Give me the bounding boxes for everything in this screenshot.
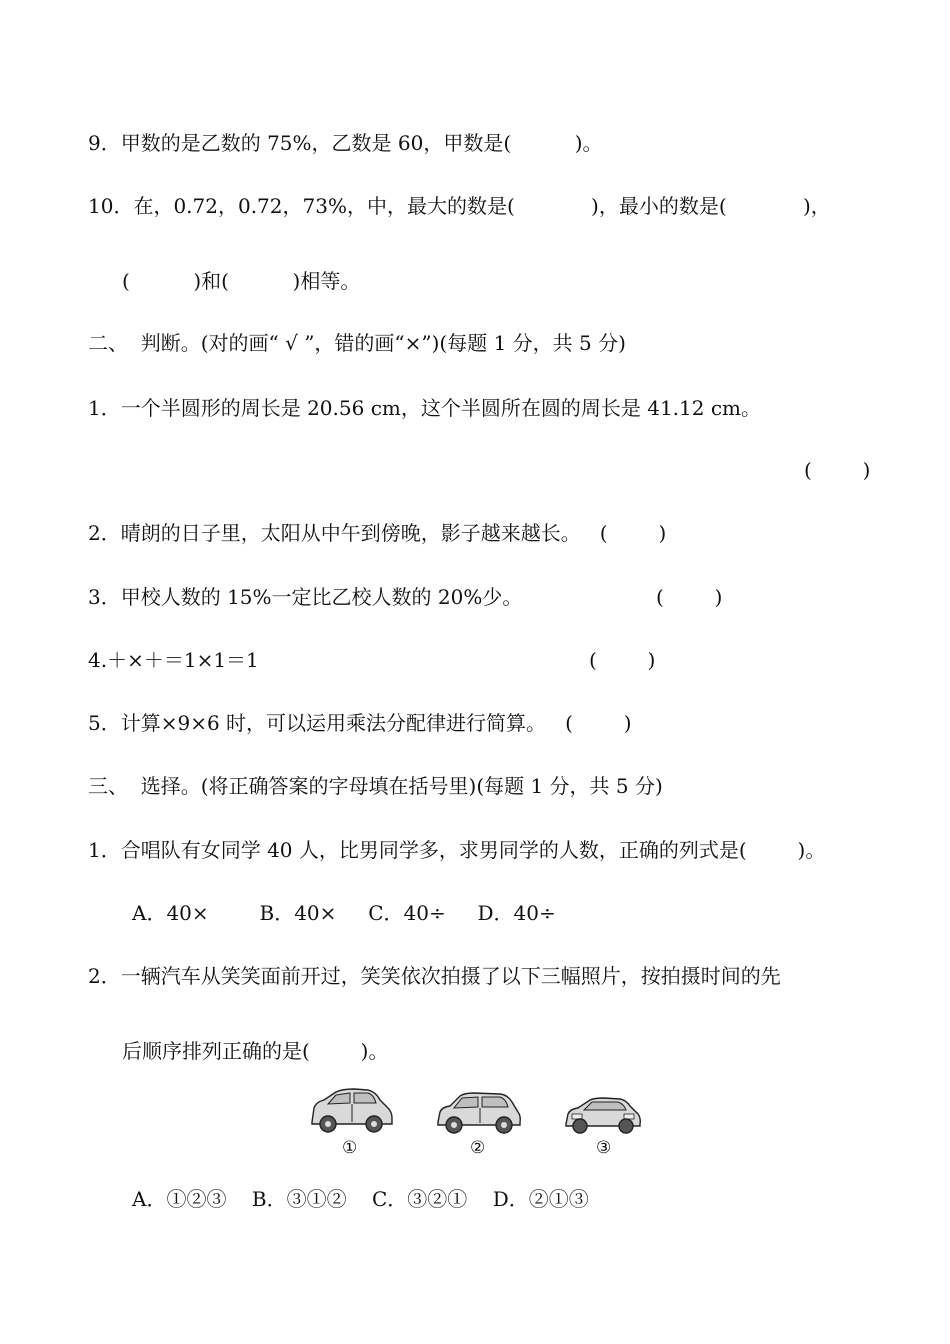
section-3-heading: 三、 选择。(将正确答案的字母填在括号里)(每题 1 分，共 5 分) xyxy=(88,774,663,798)
choice-1-options: A．40× B．40× C．40÷ D．40÷ xyxy=(132,901,556,925)
judge-4: 4.＋×＋＝1×1＝1 xyxy=(88,648,259,672)
question-10-line-1: 10．在，0.72，0.72，73%，中，最大的数是( )，最小的数是( )， xyxy=(88,194,831,218)
car-photo-1 xyxy=(306,1086,396,1136)
section-2-heading: 二、 判断。(对的画“ √ ”，错的画“×”)(每题 1 分，共 5 分) xyxy=(88,331,626,355)
judge-1-answer-paren: ( ) xyxy=(804,458,871,482)
car-photo-1-label: ① xyxy=(342,1138,358,1158)
car-photo-3-label: ③ xyxy=(596,1138,612,1158)
car-photos-figure xyxy=(300,1086,660,1158)
judge-4-answer-paren: ( ) xyxy=(589,648,656,672)
choice-1: 1．合唱队有女同学 40 人，比男同学多，求男同学的人数，正确的列式是( )。 xyxy=(88,838,826,862)
judge-1: 1．一个半圆形的周长是 20.56 cm，这个半圆所在圆的周长是 41.12 cm。 xyxy=(88,396,761,420)
choice-2-options: A．①②③ B．③①② C．③②① D．②①③ xyxy=(132,1187,589,1211)
car-photo-2 xyxy=(434,1090,524,1136)
question-9: 9．甲数的是乙数的 75%，乙数是 60，甲数是( )。 xyxy=(88,131,603,155)
choice-2-line-1: 2．一辆汽车从笑笑面前开过，笑笑依次拍摄了以下三幅照片，按拍摄时间的先 xyxy=(88,964,781,988)
car-photo-2-label: ② xyxy=(470,1138,486,1158)
judge-5: 5．计算×9×6 时，可以运用乘法分配律进行简算。 ( ) xyxy=(88,711,632,735)
judge-3: 3．甲校人数的 15%一定比乙校人数的 20%少。 xyxy=(88,585,523,609)
choice-2-line-2: 后顺序排列正确的是( )。 xyxy=(122,1039,389,1063)
question-10-line-2: ( )和( )相等。 xyxy=(122,269,361,293)
judge-3-answer-paren: ( ) xyxy=(656,585,723,609)
car-photo-3 xyxy=(562,1094,644,1136)
judge-2: 2．晴朗的日子里，太阳从中午到傍晚，影子越来越长。 ( ) xyxy=(88,521,667,545)
